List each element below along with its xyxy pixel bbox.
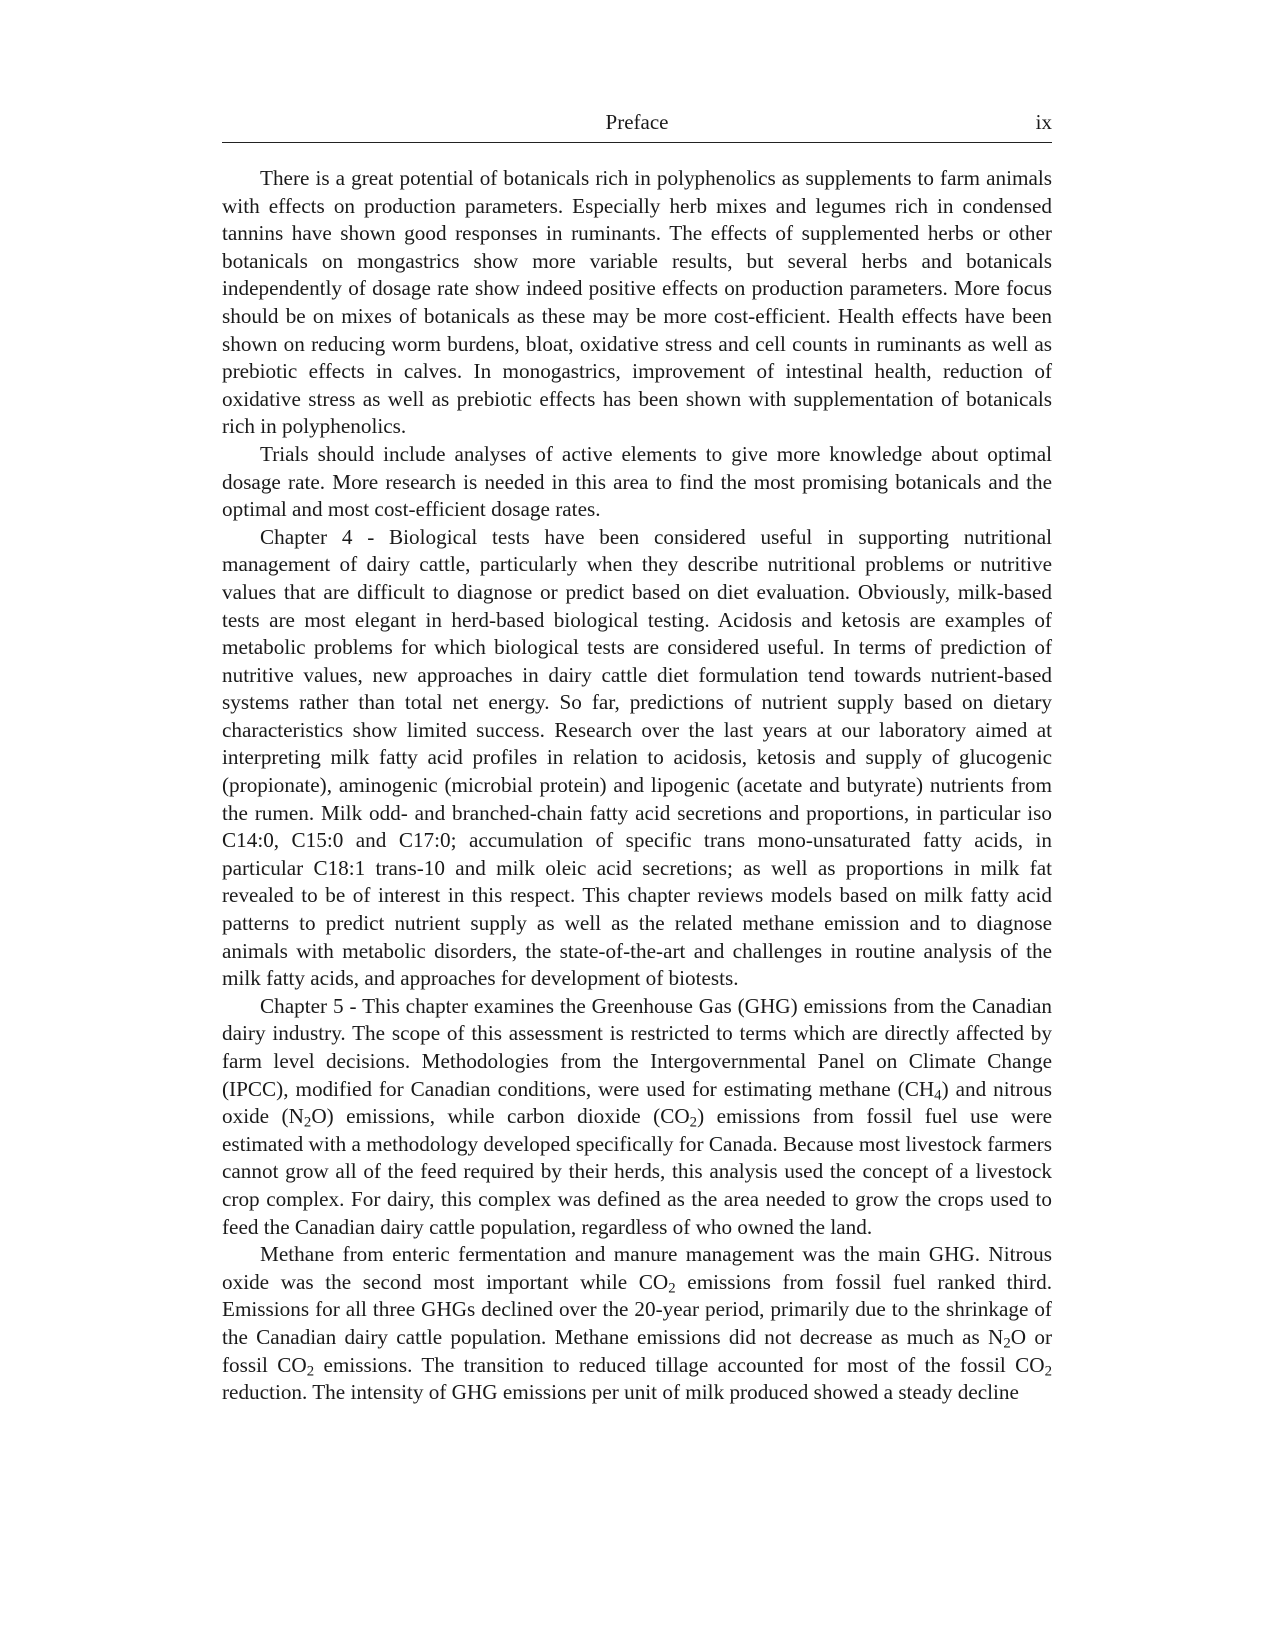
subscript: 2 [668,1280,676,1297]
text-run: reduction. The intensity of GHG emissions per unit of milk produced showed a steady decline [222,1380,1019,1405]
subscript: 2 [1003,1335,1011,1352]
body-text [222,165,1052,1407]
subscript: 2 [306,1363,315,1380]
page-number: ix [1035,110,1052,134]
book-page [222,106,1052,1407]
text-run: emissions. The transition to reduced tillage accounted for most of the fossil CO [314,1352,1045,1377]
text-run: Methane from enteric fermentation and manure management was the main GHG. Nitrous oxide was the second most important while CO [222,1242,1052,1294]
subscript: 2 [1044,1363,1052,1380]
paragraph-chapter-5 [222,993,1052,1241]
text-run: Chapter 5 - This chapter examines the Greenhouse Gas (GHG) emissions from the Canadian dairy industry. The scope of this assessment is restricted to terms which are directly affected by farm level decisions. Methodologies from the Intergovernmental Panel on Climate Change (IPCC), modified for Canadian conditions, were used for estimating methane (CH [222,993,1052,1101]
text-run: O) emissions, while carbon dioxide (CO [311,1104,690,1129]
paragraph-chapter-4: Chapter 4 - Biological tests have been considered useful in supporting nutritional management of dairy cattle, particularly when they describe nutritional problems or nutritive values that are difficult to diagnose or predict based on diet evaluation. Obviously, milk-based tests are most elegant in herd-based biological testing. Acidosis and ketosis are examples of metabolic problems for which biological tests are considered useful. In terms of prediction of nutritive values, new approaches in dairy cattle diet formulation tend towards nutrient-based systems rather than total net energy. So far, predictions of nutrient supply based on dietary characteristics show limited success. Research over the last years at our laboratory aimed at interpreting milk fatty acid profiles in relation to acidosis, ketosis and supply of glucogenic (propionate), aminogenic (microbial protein) and lipogenic (acetate and butyrate) nutrients from the rumen. Milk odd- and branched-chain fatty acid secretions and proportions, in particular iso C14:0, C15:0 and C17:0; accumulation of specific trans mono-unsaturated fatty acids, in particular C18:1 trans-10 and milk oleic acid secretions; as well as proportions in milk fat revealed to be of interest in this respect. This chapter reviews models based on milk fatty acid patterns to predict nutrient supply as well as the related methane emission and to diagnose animals with metabolic disorders, the state-of-the-art and challenges in routine analysis of the milk fatty acids, and approaches for development of biotests. [222,524,1052,991]
paragraph-trials: Trials should include analyses of active elements to give more knowledge about optimal dosage rate. More research is needed in this area to find the most promising botanicals and the optimal and most cost-efficient dosage rates. [222,441,1052,522]
subscript: 2 [689,1114,698,1131]
text-run: O or fossil CO [222,1324,1052,1377]
paragraph-botanicals: There is a great potential of botanicals rich in polyphenolics as supplements to farm animals with effects on production parameters. Especially herb mixes and legumes rich in condensed tannins have shown good responses in ruminants. The effects of supplemented herbs or other botanicals on mongastrics show more variable results, but several herbs and botanicals independently of dosage rate show indeed positive effects on production parameters. More focus should be on mixes of botanicals as these may be more cost-efficient. Health effects have been shown on reducing worm burdens, bloat, oxidative stress and cell counts in ruminants as well as prebiotic effects in calves. In monogastrics, improvement of intestinal health, reduction of oxidative stress as well as prebiotic effects has been shown with supplementation of botanicals rich in polyphenolics. [222,166,1052,439]
subscript: 4 [934,1087,942,1104]
paragraph-methane [222,1241,1052,1407]
subscript: 2 [303,1114,312,1131]
running-header [222,106,1052,143]
running-head-title: Preface [605,110,669,134]
text-run: ) and nitrous oxide (N [222,1076,1052,1129]
text-run: ) emissions from fossil fuel use were estimated with a methodology developed specifically for Canada. Because most livestock farmers cannot grow all of the feed required by their herds, this analysis used the concept of a livestock crop complex. For dairy, this complex was defined as the area needed to grow the crops used to feed the Canadian dairy cattle population, regardless of who owned the land. [222,1104,1052,1239]
text-run: emissions from fossil fuel ranked third. Emissions for all three GHGs declined over the 20-year period, primarily due to the shrinkage of the Canadian dairy cattle population. Methane emissions did not decrease as much as N [222,1269,1052,1349]
